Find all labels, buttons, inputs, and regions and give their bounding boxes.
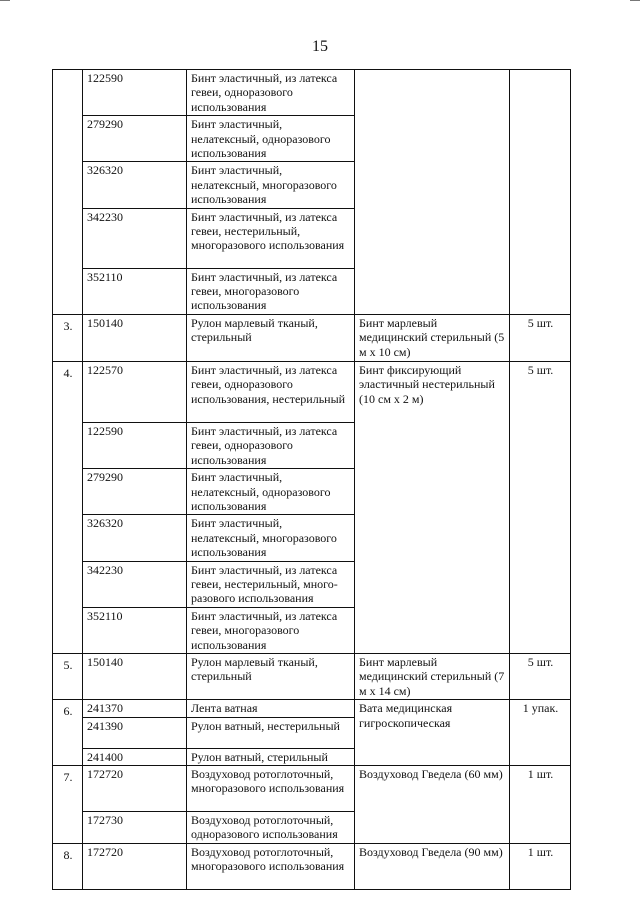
item-name-cell: Бинт эластичный, нелатексный, одноразового использования <box>187 469 355 515</box>
item-name-cell: Бинт эластичный, из латекса гевеи, одноразового использования, нестерильный <box>187 361 355 422</box>
scan-corner-marks <box>0 0 640 3</box>
item-code-cell: 326320 <box>83 162 187 208</box>
item-name-cell: Бинт эластичный, из латекса гевеи, одноразового использования <box>187 422 355 468</box>
item-name-cell: Лента ватная <box>187 700 355 717</box>
item-code-cell: 172730 <box>83 812 187 844</box>
item-name-cell: Бинт эластичный, из латекса гевеи, многоразового использования <box>187 607 355 653</box>
row-number-cell: 6. <box>53 700 83 766</box>
analog-cell: Воздуховод Гведела (60 мм) <box>355 766 510 844</box>
item-name-cell: Воздуховод ротоглоточный, многоразового использования <box>187 766 355 812</box>
page-number: 15 <box>312 38 328 55</box>
item-code-cell: 241370 <box>83 700 187 717</box>
analog-cell: Бинт марлевый медицинский стерильный (5 м х 10 см) <box>355 314 510 361</box>
quantity-cell: 1 шт. <box>510 766 571 844</box>
analog-cell <box>355 70 510 315</box>
item-code-cell: 150140 <box>83 314 187 361</box>
item-name-cell: Бинт эластичный, из латекса гевеи, многоразового использования <box>187 268 355 314</box>
item-code-cell: 342230 <box>83 208 187 268</box>
item-code-cell: 279290 <box>83 116 187 162</box>
item-code-cell: 241390 <box>83 717 187 748</box>
item-code-cell: 326320 <box>83 515 187 561</box>
item-name-cell: Воздуховод ротоглоточный, многоразового использования <box>187 843 355 889</box>
item-name-cell: Бинт эластичный, нелатексный, многоразового использования <box>187 515 355 561</box>
item-code-cell: 342230 <box>83 561 187 607</box>
item-code-cell: 279290 <box>83 469 187 515</box>
item-name-cell: Бинт эластичный, из латекса гевеи, нестерильный, многоразового использования <box>187 208 355 268</box>
item-code-cell: 122570 <box>83 361 187 422</box>
quantity-cell: 1 шт. <box>510 843 571 889</box>
item-name-cell: Рулон ватный, нестерильный <box>187 717 355 748</box>
item-code-cell: 241400 <box>83 748 187 765</box>
item-name-cell: Воздуховод ротоглоточный, одноразового использования <box>187 812 355 844</box>
item-name-cell: Рулон марлевый тканый, стерильный <box>187 653 355 699</box>
quantity-cell: 5 шт. <box>510 653 571 699</box>
item-code-cell: 122590 <box>83 422 187 468</box>
row-number-cell: 4. <box>53 361 83 653</box>
item-name-cell: Бинт эластичный, из латекса гевеи, нестерильный, много-разового использования <box>187 561 355 607</box>
analog-cell: Вата медицинская гигроскопическая <box>355 700 510 766</box>
scan-mark-left <box>0 0 10 1</box>
analog-cell: Бинт фиксирующий эластичный нестерильный (10 см х 2 м) <box>355 361 510 653</box>
table-row <box>53 70 571 116</box>
table-row <box>53 843 571 889</box>
item-code-cell: 122590 <box>83 70 187 116</box>
row-number-cell: 3. <box>53 314 83 361</box>
analog-cell: Воздуховод Гведела (90 мм) <box>355 843 510 889</box>
item-name-cell: Рулон марлевый тканый, стерильный <box>187 314 355 361</box>
table-row <box>53 653 571 699</box>
scan-mark-right <box>630 0 640 1</box>
medical-items-table <box>52 69 571 890</box>
quantity-cell: 5 шт. <box>510 361 571 653</box>
item-code-cell: 352110 <box>83 268 187 314</box>
item-code-cell: 172720 <box>83 766 187 812</box>
item-code-cell: 150140 <box>83 653 187 699</box>
quantity-cell: 1 упак. <box>510 700 571 766</box>
item-name-cell: Бинт эластичный, из латекса гевеи, одноразового использования <box>187 70 355 116</box>
table-row <box>53 766 571 812</box>
row-number-cell <box>53 70 83 315</box>
item-name-cell: Бинт эластичный, нелатексный, многоразового использования <box>187 162 355 208</box>
item-name-cell: Бинт эластичный, нелатексный, одноразового использования <box>187 116 355 162</box>
row-number-cell: 5. <box>53 653 83 699</box>
quantity-cell <box>510 70 571 315</box>
item-code-cell: 172720 <box>83 843 187 889</box>
item-name-cell: Рулон ватный, стерильный <box>187 748 355 765</box>
item-code-cell: 352110 <box>83 607 187 653</box>
table-row <box>53 700 571 717</box>
row-number-cell: 7. <box>53 766 83 844</box>
table-row <box>53 314 571 361</box>
table-row <box>53 361 571 422</box>
row-number-cell: 8. <box>53 843 83 889</box>
quantity-cell: 5 шт. <box>510 314 571 361</box>
analog-cell: Бинт марлевый медицинский стерильный (7 м х 14 см) <box>355 653 510 699</box>
